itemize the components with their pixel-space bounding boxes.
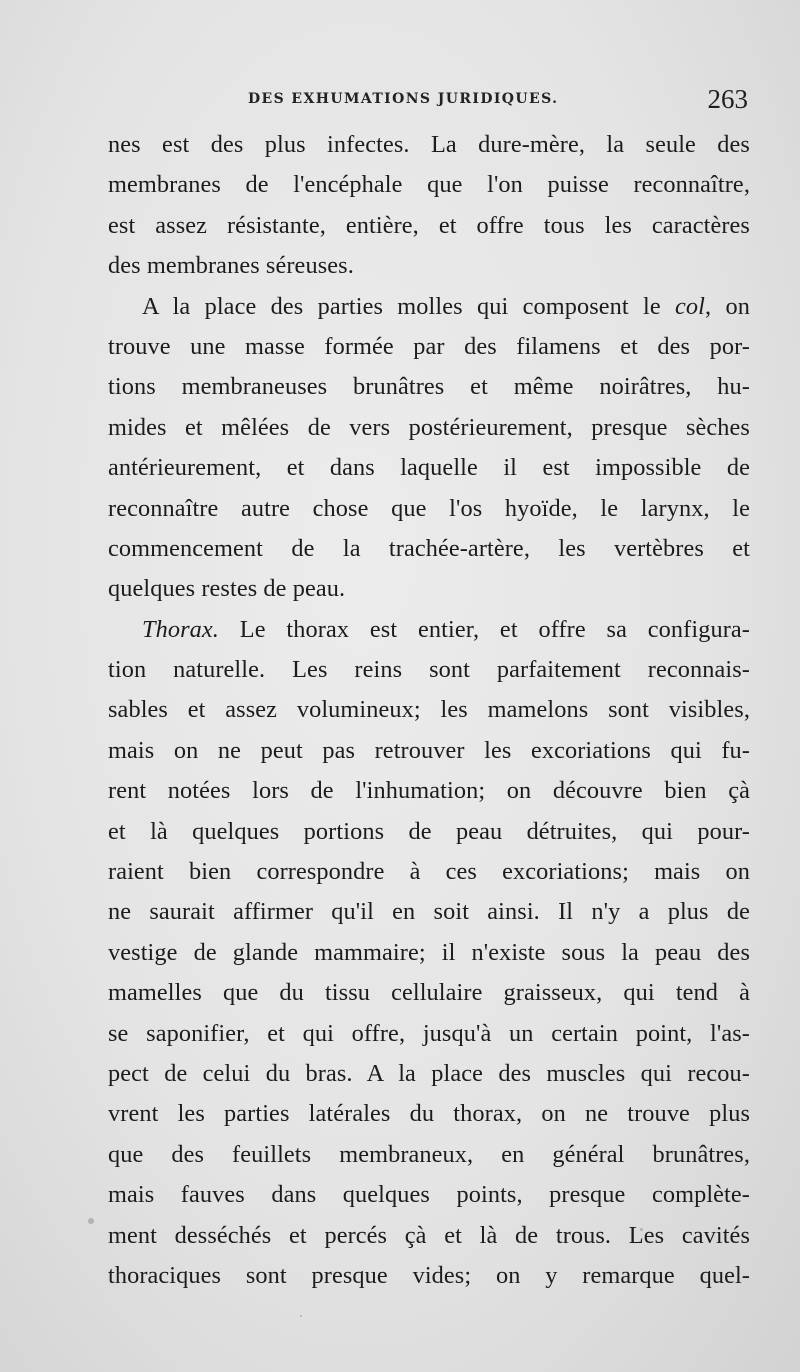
text-line: quelques restes de peau.: [108, 575, 346, 603]
text-line: mais on ne peut pas retrouver les excoriations qui fu-: [108, 736, 750, 764]
text-line: ne saurait affirmer qu'il en soit ainsi. Il n'y a plus de: [108, 898, 750, 926]
italic-term: Thorax.: [142, 615, 219, 643]
text-line: thoraciques sont presque vides; on y remarque quel-: [108, 1261, 750, 1289]
text-segment: A la place des parties molles qui composent le: [142, 292, 661, 320]
text-line: antérieurement, et dans laquelle il est impossible de: [108, 454, 750, 482]
text-line: des membranes séreuses.: [108, 252, 354, 280]
text-segment: Le thorax est entier, et offre sa configura-: [239, 615, 750, 643]
text-line: [108, 287, 750, 327]
text-line: et là quelques portions de peau détruites, qui pour-: [108, 817, 750, 845]
text-segment: , on: [705, 292, 750, 320]
text-line: pect de celui du bras. A la place des muscles qui recou-: [108, 1059, 750, 1087]
text-line: membranes de l'encéphale que l'on puisse reconnaître,: [108, 171, 750, 199]
text-line: [108, 610, 750, 650]
italic-term: col: [675, 292, 706, 320]
text-line: vestige de glande mammaire; il n'existe sous la peau des: [108, 938, 750, 966]
text-line: se saponifier, et qui offre, jusqu'à un certain point, l'as-: [108, 1019, 750, 1047]
text-line: vrent les parties latérales du thorax, on ne trouve plus: [108, 1100, 750, 1128]
running-header: [108, 84, 748, 118]
text-line: mamelles que du tissu cellulaire graisseux, qui tend à: [108, 979, 750, 1007]
text-line: tions membraneuses brunâtres et même noirâtres, hu-: [108, 373, 750, 401]
text-line: sables et assez volumineux; les mamelons sont visibles,: [108, 696, 750, 724]
text-line: commencement de la trachée-artère, les vertèbres et: [108, 534, 750, 562]
text-line: tion naturelle. Les reins sont parfaitement reconnais-: [108, 656, 750, 684]
text-line: reconnaître autre chose que l'os hyoïde, le larynx, le: [108, 494, 750, 522]
text-line: mais fauves dans quelques points, presque complète-: [108, 1181, 750, 1209]
text-line: raient bien correspondre à ces excoriations; mais on: [108, 858, 750, 886]
running-title: DES EXHUMATIONS JURIDIQUES.: [248, 91, 559, 107]
text-line: que des feuillets membraneux, en général brunâtres,: [108, 1140, 750, 1168]
text-line: rent notées lors de l'inhumation; on découvre bien çà: [108, 777, 750, 805]
text-line: trouve une masse formée par des filamens et des por-: [108, 332, 750, 360]
text-line: est assez résistante, entière, et offre tous les caractères: [108, 211, 750, 239]
paper-speck: [300, 1315, 302, 1317]
body-text: [108, 125, 750, 1296]
paper-speck: [88, 1218, 94, 1224]
page-number: 263: [707, 84, 748, 114]
text-line: mides et mêlées de vers postérieurement, presque sèches: [108, 413, 750, 441]
text-line: ment desséchés et percés çà et là de trous. Les cavités: [108, 1221, 750, 1249]
text-line: nes est des plus infectes. La dure-mère, la seule des: [108, 131, 750, 158]
